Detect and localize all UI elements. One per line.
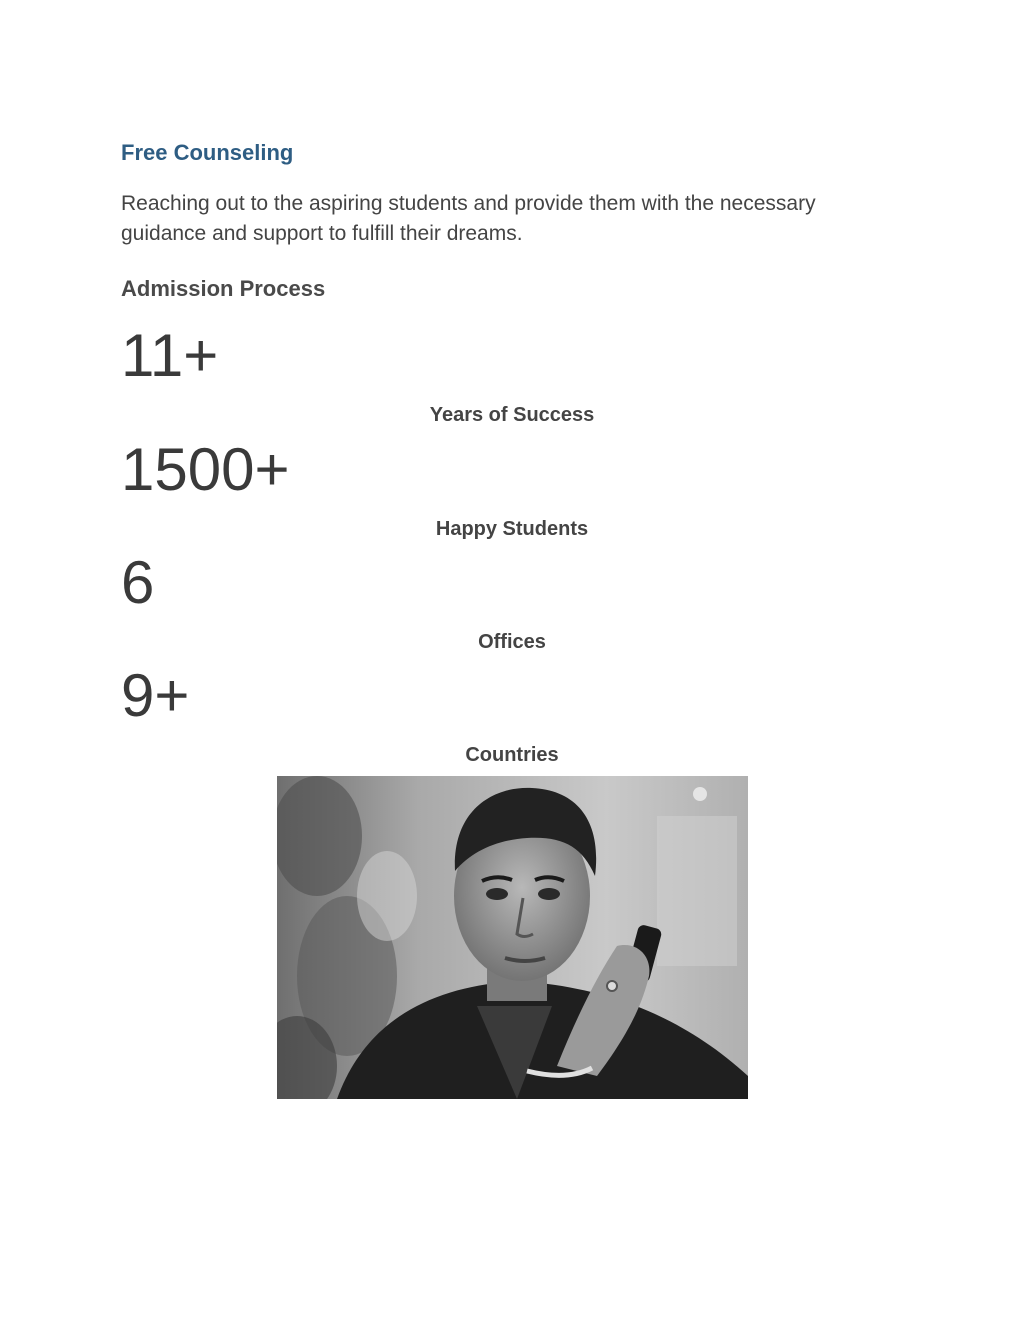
counseling-description: Reaching out to the aspiring students and provide them with the necessary guidance and support to fulfill their dreams. [121, 192, 816, 245]
stat-offices-label: Offices [478, 631, 546, 653]
stat-years-label: Years of Success [429, 404, 595, 426]
stat-countries-label: Countries [465, 744, 559, 766]
admission-process-heading: Admission Process [121, 276, 326, 301]
stat-years-value: 11+ [121, 322, 219, 389]
stat-students-label: Happy Students [435, 518, 589, 540]
stat-countries-value: 9+ [121, 662, 190, 729]
stat-offices-value: 6 [121, 549, 155, 616]
counselor-photo [277, 776, 748, 1099]
stat-students-value: 1500+ [121, 436, 290, 503]
portrait-illustration [277, 776, 748, 1099]
free-counseling-heading: Free Counseling [121, 140, 294, 165]
